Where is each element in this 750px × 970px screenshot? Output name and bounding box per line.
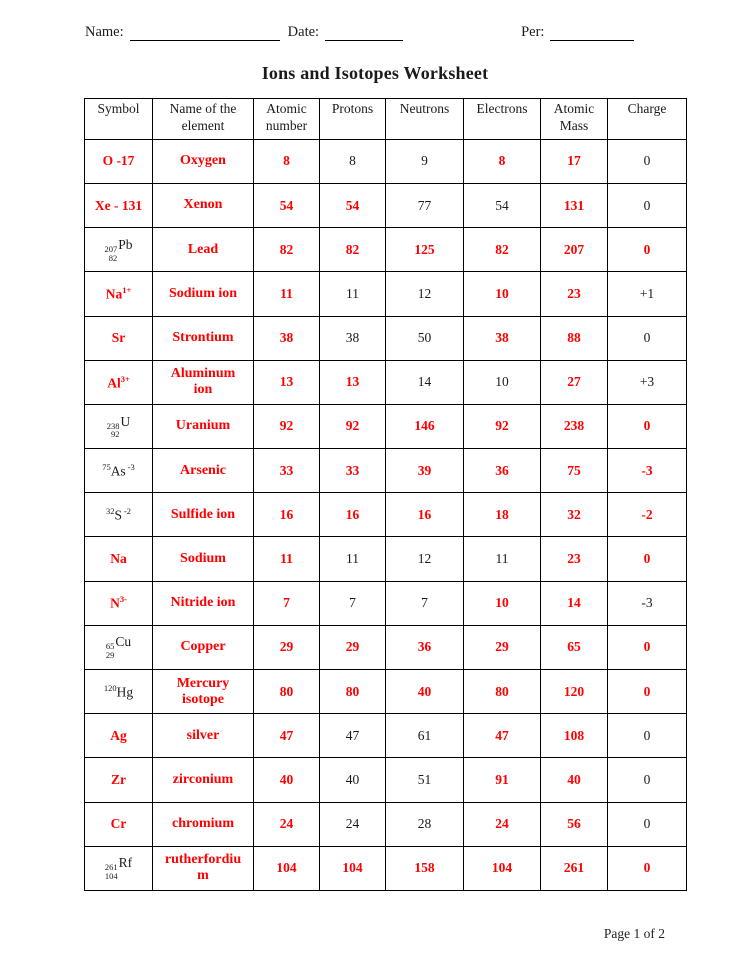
atomic-mass-cell: 27 — [541, 360, 608, 404]
neutrons-cell: 50 — [386, 316, 464, 360]
electrons-cell: 104 — [464, 846, 541, 890]
atomic-mass-cell: 23 — [541, 537, 608, 581]
symbol-cell — [85, 537, 153, 581]
electrons-cell: 18 — [464, 493, 541, 537]
name-label: Name: — [85, 24, 124, 40]
table-row — [85, 449, 687, 493]
atomic-mass-cell: 32 — [541, 493, 608, 537]
column-header: Atomic Mass — [541, 99, 608, 140]
protons-cell: 40 — [320, 758, 386, 802]
element-name-cell: Arsenic — [153, 449, 254, 493]
electrons-cell: 10 — [464, 581, 541, 625]
element-name-cell: Uranium — [153, 404, 254, 448]
electrons-cell: 91 — [464, 758, 541, 802]
symbol-cell — [85, 360, 153, 404]
mass-number: 65 — [105, 641, 115, 652]
neutrons-cell: 7 — [386, 581, 464, 625]
table-row — [85, 537, 687, 581]
atomic-number-sub: 92 — [111, 429, 120, 440]
atomic-mass-cell: 75 — [541, 449, 608, 493]
protons-cell: 104 — [320, 846, 386, 890]
mass-number: 261 — [104, 862, 118, 873]
neutrons-cell: 51 — [386, 758, 464, 802]
charge-cell: 0 — [608, 714, 687, 758]
element-symbol: Cu — [115, 634, 132, 650]
element-symbol: Al — [107, 375, 121, 391]
electrons-cell: 11 — [464, 537, 541, 581]
electrons-cell: 24 — [464, 802, 541, 846]
ion-charge-sup: 3+ — [120, 373, 130, 384]
table-row — [85, 493, 687, 537]
electrons-cell: 47 — [464, 714, 541, 758]
table-row — [85, 714, 687, 758]
element-symbol: N — [110, 595, 120, 611]
protons-cell: 29 — [320, 625, 386, 669]
atomic-number-cell: 40 — [254, 758, 320, 802]
symbol-cell — [85, 272, 153, 316]
table-row — [85, 625, 687, 669]
column-header: Atomic number — [254, 99, 320, 140]
neutrons-cell: 125 — [386, 228, 464, 272]
mass-number: 120 — [103, 682, 117, 693]
ions-isotopes-table — [84, 98, 687, 891]
element-symbol: Na — [105, 286, 123, 302]
element-name-cell: chromium — [153, 802, 254, 846]
charge-cell: 0 — [608, 228, 687, 272]
charge-cell: 0 — [608, 537, 687, 581]
mass-number: 75 — [102, 461, 111, 472]
atomic-number-cell: 8 — [254, 139, 320, 183]
atomic-mass-cell: 108 — [541, 714, 608, 758]
element-symbol: As — [110, 463, 126, 479]
table-row — [85, 404, 687, 448]
date-blank-line — [325, 25, 403, 41]
atomic-mass-cell: 56 — [541, 802, 608, 846]
table-header-row — [85, 99, 687, 140]
protons-cell: 33 — [320, 449, 386, 493]
element-name-cell: Lead — [153, 228, 254, 272]
charge-cell: +3 — [608, 360, 687, 404]
protons-cell: 16 — [320, 493, 386, 537]
atomic-number-cell: 47 — [254, 714, 320, 758]
atomic-number-cell: 7 — [254, 581, 320, 625]
atomic-number-cell: 80 — [254, 670, 320, 714]
protons-cell: 24 — [320, 802, 386, 846]
element-name-cell: Mercury isotope — [153, 670, 254, 714]
charge-cell: 0 — [608, 802, 687, 846]
element-symbol: O -17 — [102, 153, 135, 169]
atomic-number-cell: 11 — [254, 537, 320, 581]
table-row — [85, 581, 687, 625]
atomic-number-cell: 24 — [254, 802, 320, 846]
charge-cell: 0 — [608, 183, 687, 227]
charge-cell: -3 — [608, 581, 687, 625]
atomic-number-cell: 82 — [254, 228, 320, 272]
electrons-cell: 82 — [464, 228, 541, 272]
electrons-cell: 29 — [464, 625, 541, 669]
symbol-cell — [85, 493, 153, 537]
symbol-cell — [85, 139, 153, 183]
charge-cell: 0 — [608, 139, 687, 183]
atomic-mass-cell: 23 — [541, 272, 608, 316]
element-symbol: Xe - 131 — [94, 197, 143, 213]
atomic-number-cell: 13 — [254, 360, 320, 404]
atomic-mass-cell: 238 — [541, 404, 608, 448]
atomic-mass-cell: 207 — [541, 228, 608, 272]
electrons-cell: 54 — [464, 183, 541, 227]
atomic-number-cell: 92 — [254, 404, 320, 448]
atomic-number-cell: 33 — [254, 449, 320, 493]
neutrons-cell: 16 — [386, 493, 464, 537]
atomic-number-cell: 11 — [254, 272, 320, 316]
neutrons-cell: 146 — [386, 404, 464, 448]
electrons-cell: 10 — [464, 360, 541, 404]
neutrons-cell: 77 — [386, 183, 464, 227]
element-symbol: Na — [110, 551, 127, 567]
table-row — [85, 360, 687, 404]
table-row — [85, 316, 687, 360]
table-row — [85, 846, 687, 890]
neutrons-cell: 12 — [386, 537, 464, 581]
symbol-cell — [85, 670, 153, 714]
element-name-cell: Copper — [153, 625, 254, 669]
atomic-number-cell: 38 — [254, 316, 320, 360]
charge-cell: 0 — [608, 670, 687, 714]
table-row — [85, 139, 687, 183]
protons-cell: 47 — [320, 714, 386, 758]
element-name-cell: Sodium — [153, 537, 254, 581]
symbol-cell — [85, 581, 153, 625]
column-header: Charge — [608, 99, 687, 140]
electrons-cell: 10 — [464, 272, 541, 316]
ion-charge-sup: 3- — [119, 594, 127, 605]
atomic-mass-cell: 120 — [541, 670, 608, 714]
electrons-cell: 36 — [464, 449, 541, 493]
element-name-cell: Sodium ion — [153, 272, 254, 316]
symbol-cell — [85, 758, 153, 802]
charge-cell: -3 — [608, 449, 687, 493]
atomic-mass-cell: 40 — [541, 758, 608, 802]
symbol-cell — [85, 846, 153, 890]
protons-cell: 8 — [320, 139, 386, 183]
table-row — [85, 802, 687, 846]
symbol-cell — [85, 802, 153, 846]
symbol-cell — [85, 449, 153, 493]
element-name-cell: Aluminum ion — [153, 360, 254, 404]
atomic-mass-cell: 261 — [541, 846, 608, 890]
symbol-cell — [85, 183, 153, 227]
atomic-mass-cell: 88 — [541, 316, 608, 360]
per-blank-line — [550, 25, 634, 41]
element-symbol: Cr — [110, 816, 127, 832]
table-row — [85, 272, 687, 316]
atomic-number-cell: 16 — [254, 493, 320, 537]
charge-cell: 0 — [608, 625, 687, 669]
symbol-cell — [85, 714, 153, 758]
nuclide-numbers — [107, 422, 120, 440]
per-label: Per: — [521, 24, 545, 40]
element-symbol: Ag — [110, 727, 127, 743]
element-name-cell: Oxygen — [153, 139, 254, 183]
electrons-cell: 92 — [464, 404, 541, 448]
atomic-mass-cell: 14 — [541, 581, 608, 625]
element-symbol: Zr — [111, 771, 126, 787]
page-indicator: Page 1 of 2 — [603, 926, 665, 941]
worksheet-table-body — [85, 139, 687, 890]
charge-cell: 0 — [608, 316, 687, 360]
charge-cell: 0 — [608, 846, 687, 890]
nuclide-numbers — [105, 863, 118, 881]
element-name-cell: rutherfordium — [153, 846, 254, 890]
atomic-number-sub: 29 — [105, 650, 115, 661]
neutrons-cell: 61 — [386, 714, 464, 758]
atomic-number-sub: 82 — [108, 252, 118, 263]
element-symbol: Sr — [111, 330, 126, 346]
element-symbol: S — [114, 507, 122, 523]
charge-cell: -2 — [608, 493, 687, 537]
element-symbol: Pb — [118, 236, 133, 252]
column-header: Electrons — [464, 99, 541, 140]
element-name-cell: Sulfide ion — [153, 493, 254, 537]
neutrons-cell: 36 — [386, 625, 464, 669]
name-blank-line — [130, 25, 280, 41]
electrons-cell: 80 — [464, 670, 541, 714]
column-header: Protons — [320, 99, 386, 140]
atomic-mass-cell: 65 — [541, 625, 608, 669]
neutrons-cell: 39 — [386, 449, 464, 493]
charge-cell: 0 — [608, 404, 687, 448]
element-name-cell: Nitride ion — [153, 581, 254, 625]
charge-cell: 0 — [608, 758, 687, 802]
atomic-mass-cell: 131 — [541, 183, 608, 227]
column-header: Name of the element — [153, 99, 254, 140]
protons-cell: 92 — [320, 404, 386, 448]
neutrons-cell: 158 — [386, 846, 464, 890]
neutrons-cell: 14 — [386, 360, 464, 404]
atomic-number-cell: 104 — [254, 846, 320, 890]
symbol-cell — [85, 625, 153, 669]
table-row — [85, 183, 687, 227]
neutrons-cell: 12 — [386, 272, 464, 316]
mass-number: 32 — [105, 506, 115, 517]
neutrons-cell: 28 — [386, 802, 464, 846]
atomic-number-sub: 104 — [104, 871, 118, 882]
element-symbol: U — [120, 413, 131, 429]
table-row — [85, 758, 687, 802]
atomic-mass-cell: 17 — [541, 139, 608, 183]
protons-cell: 11 — [320, 537, 386, 581]
symbol-cell — [85, 228, 153, 272]
protons-cell: 80 — [320, 670, 386, 714]
ion-charge-sup: -3 — [127, 461, 135, 472]
element-symbol: Hg — [116, 684, 134, 700]
date-label: Date: — [287, 24, 320, 40]
ion-charge-sup: -2 — [123, 506, 132, 517]
neutrons-cell: 9 — [386, 139, 464, 183]
protons-cell: 38 — [320, 316, 386, 360]
nuclide-numbers — [104, 245, 117, 263]
electrons-cell: 38 — [464, 316, 541, 360]
element-name-cell: Strontium — [153, 316, 254, 360]
table-row — [85, 228, 687, 272]
charge-cell: +1 — [608, 272, 687, 316]
mass-number: 207 — [104, 243, 118, 254]
column-header: Neutrons — [386, 99, 464, 140]
page-title: Ions and Isotopes Worksheet — [261, 63, 489, 83]
mass-number: 238 — [106, 420, 120, 431]
table-row — [85, 670, 687, 714]
element-name-cell: silver — [153, 714, 254, 758]
column-header: Symbol — [85, 99, 153, 140]
symbol-cell — [85, 404, 153, 448]
protons-cell: 82 — [320, 228, 386, 272]
protons-cell: 7 — [320, 581, 386, 625]
student-info-line — [0, 0, 750, 41]
nuclide-numbers — [106, 642, 115, 660]
element-symbol: Rf — [118, 855, 133, 871]
atomic-number-cell: 29 — [254, 625, 320, 669]
element-name-cell: zirconium — [153, 758, 254, 802]
electrons-cell: 8 — [464, 139, 541, 183]
element-name-cell: Xenon — [153, 183, 254, 227]
neutrons-cell: 40 — [386, 670, 464, 714]
protons-cell: 13 — [320, 360, 386, 404]
atomic-number-cell: 54 — [254, 183, 320, 227]
protons-cell: 11 — [320, 272, 386, 316]
ion-charge-sup: 1+ — [122, 285, 132, 296]
protons-cell: 54 — [320, 183, 386, 227]
symbol-cell — [85, 316, 153, 360]
